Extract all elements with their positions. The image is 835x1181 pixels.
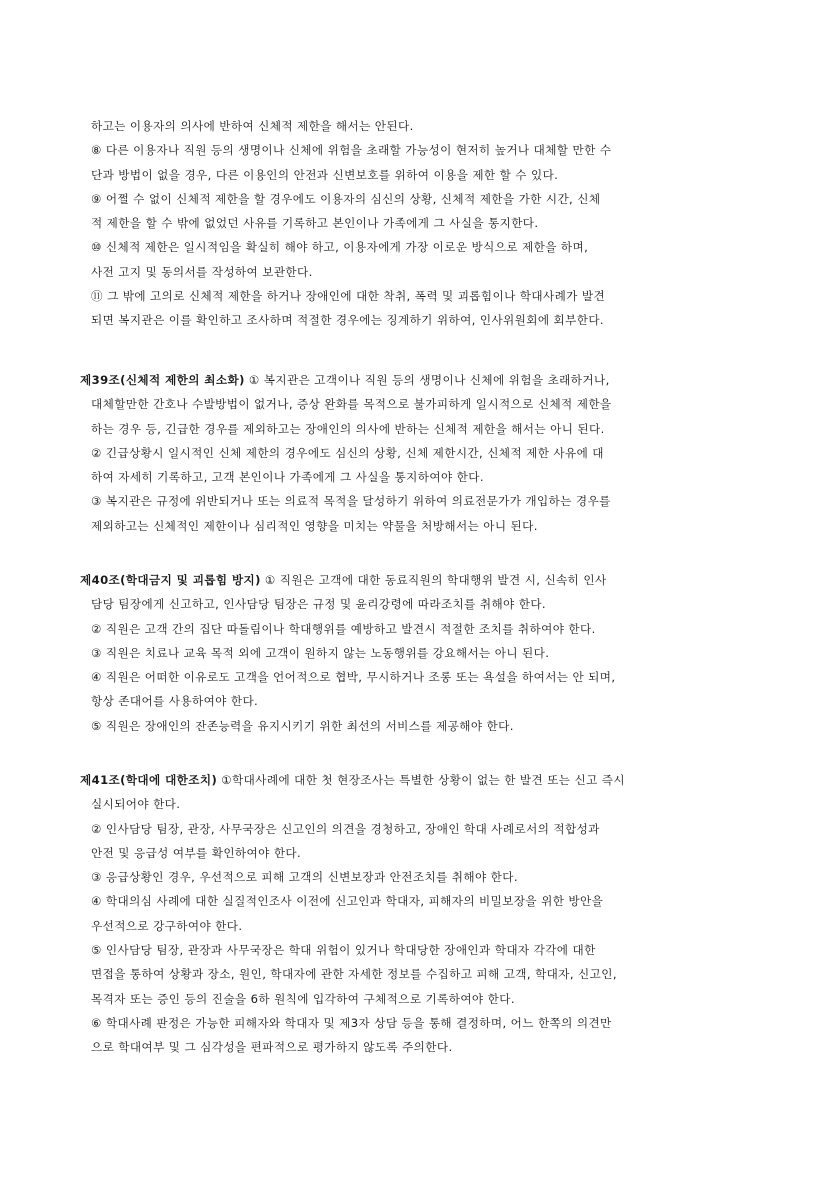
article-first-text: ①학대사례에 대한 첫 현장조사는 특별한 상황이 없는 한 발견 또는 신고 즉시 [217,773,625,787]
paragraph-line: 항상 존대어를 사용하여야 한다. [91,694,259,709]
paragraph-line: 우선적으로 강구하여야 한다. [91,918,243,933]
paragraph-line: ⑧ 다른 이용자나 직원 등의 생명이나 신체에 위험을 초래할 가능성이 현저히 높거나 대체할 만한 수 [91,143,612,158]
paragraph-line: ⑥ 학대사례 판정은 가능한 피해자와 학대자 및 제3자 상담 등을 통해 결정하며, 어느 한쪽의 의견만 [91,1015,612,1030]
paragraph-line: 적 제한을 할 수 밖에 없었던 사유를 기록하고 본인이나 가족에게 그 사실을 통지한다. [91,216,539,231]
paragraph-line: 안전 및 응급성 여부를 확인하여야 한다. [91,845,302,860]
article-heading-line [80,768,764,792]
paragraph-line: ④ 학대의심 사례에 대한 실질적인조사 이전에 신고인과 학대자, 피해자의 비밀보장을 위한 방안을 [91,894,604,909]
paragraph-line: ③ 복지관은 규정에 위반되거나 또는 의료적 목적을 달성하기 위하여 의료전문가가 개입하는 경우를 [91,494,611,509]
paragraph-line: 되면 복지관은 이를 확인하고 조사하며 적절한 경우에는 징계하기 위하여, 인사위원회에 회부한다. [91,313,605,328]
article-41 [80,768,764,1060]
article-first-text: ① 직원은 고객에 대한 동료직원의 학대행위 발견 시, 신속히 인사 [260,573,607,587]
paragraph-line: 담당 팀장에게 신고하고, 인사담당 팀장은 규정 및 윤리강령에 따라조치를 취해야 한다. [91,597,547,612]
article-heading-line [80,568,764,592]
paragraph-line: 으로 학대여부 및 그 심각성을 편파적으로 평가하지 않도록 주의한다. [91,1040,453,1055]
paragraph-line: ⑩ 신체적 제한은 일시적임을 확실히 해야 하고, 이용자에게 가장 이로운 방식으로 제한을 하며, [91,240,589,255]
paragraph-line: 하고는 이용자의 의사에 반하여 신체적 제한을 해서는 안된다. [91,119,414,133]
article-40 [80,568,764,738]
paragraph-line: 단과 방법이 없을 경우, 다른 이용인의 안전과 신변보호를 위하여 이용을 제한 할 수 있다. [91,167,559,182]
article-first-text: ① 복지관은 고객이나 직원 등의 생명이나 신체에 위험을 초래하거나, [244,373,610,387]
paragraph-line: 하여 자세히 기록하고, 고객 본인이나 가족에게 그 사실을 통지하여야 한다. [91,470,484,485]
paragraph-line: ② 직원은 고객 간의 집단 따돌림이나 학대행위를 예방하고 발견시 적절한 조치를 취하여야 한다. [91,621,596,636]
paragraph-line: 실시되어야 한다. [91,797,181,812]
paragraph-line: 사전 고지 및 동의서를 작성하여 보관한다. [91,264,313,279]
paragraph-line: ② 인사담당 팀장, 관장, 사무국장은 신고인의 의견을 경청하고, 장애인 학대 사례로서의 적합성과 [91,821,600,836]
paragraph-line: 목격자 또는 증인 등의 진술을 6하 원칙에 입각하여 구체적으로 기록하여야 한다. [91,991,515,1006]
paragraph-line: ③ 직원은 치료나 교육 목적 외에 고객이 원하지 않는 노동행위를 강요해서는 아니 된다. [91,645,550,660]
article-title: 제41조(학대에 대한조치) [80,773,218,787]
paragraph-line: ⑤ 인사담당 팀장, 관장과 사무국장은 학대 위험이 있거나 학대당한 장애인과 학대자 각각에 대한 [91,943,596,958]
paragraph-line: 제외하고는 신체적인 제한이나 심리적인 영향을 미치는 약물을 처방해서는 아니 된다. [91,518,538,533]
paragraph-line: ③ 응급상황인 경우, 우선적으로 피해 고객의 신변보장과 안전조치를 취해야 한다. [91,870,518,885]
paragraph-line: ② 긴급상황시 일시적인 신체 제한의 경우에도 심신의 상황, 신체 제한시간, 신체적 제한 사유에 대 [91,445,604,460]
article-heading-line [80,368,764,392]
paragraph-line: 대체할만한 간호나 수발방법이 없거나, 증상 완화를 목적으로 불가피하게 일시적으로 신체적 제한을 [91,397,612,412]
section-continuation [80,114,764,333]
paragraph-line: 면접을 통하여 상황과 장소, 원인, 학대자에 관한 자세한 정보를 수집하고 피해 고객, 학대자, 신고인, [91,967,617,982]
paragraph-line: ⑪ 그 밖에 고의로 신체적 제한을 하거나 장애인에 대한 착취, 폭력 및 괴롭힘이나 학대사례가 발견 [91,289,606,304]
paragraph-line: 하는 경우 등, 긴급한 경우를 제외하고는 장애인의 의사에 반하는 신체적 제한을 해서는 아니 된다. [91,421,605,436]
paragraph-line: ⑤ 직원은 장애인의 잔존능력을 유지시키기 위한 최선의 서비스를 제공해야 한다. [91,718,514,733]
article-title: 제39조(신체적 제한의 최소화) [80,373,245,387]
paragraph-line: ⑨ 어쩔 수 없이 신체적 제한을 할 경우에도 이용자의 심신의 상황, 신체적 제한을 가한 시간, 신체 [91,191,601,206]
article-39 [80,368,764,538]
paragraph-line: ④ 직원은 어떠한 이유로도 고객을 언어적으로 협박, 무시하거나 조롱 또는 욕설을 하여서는 안 되며, [91,670,616,685]
article-title: 제40조(학대금지 및 괴롭힘 방지) [80,573,261,587]
